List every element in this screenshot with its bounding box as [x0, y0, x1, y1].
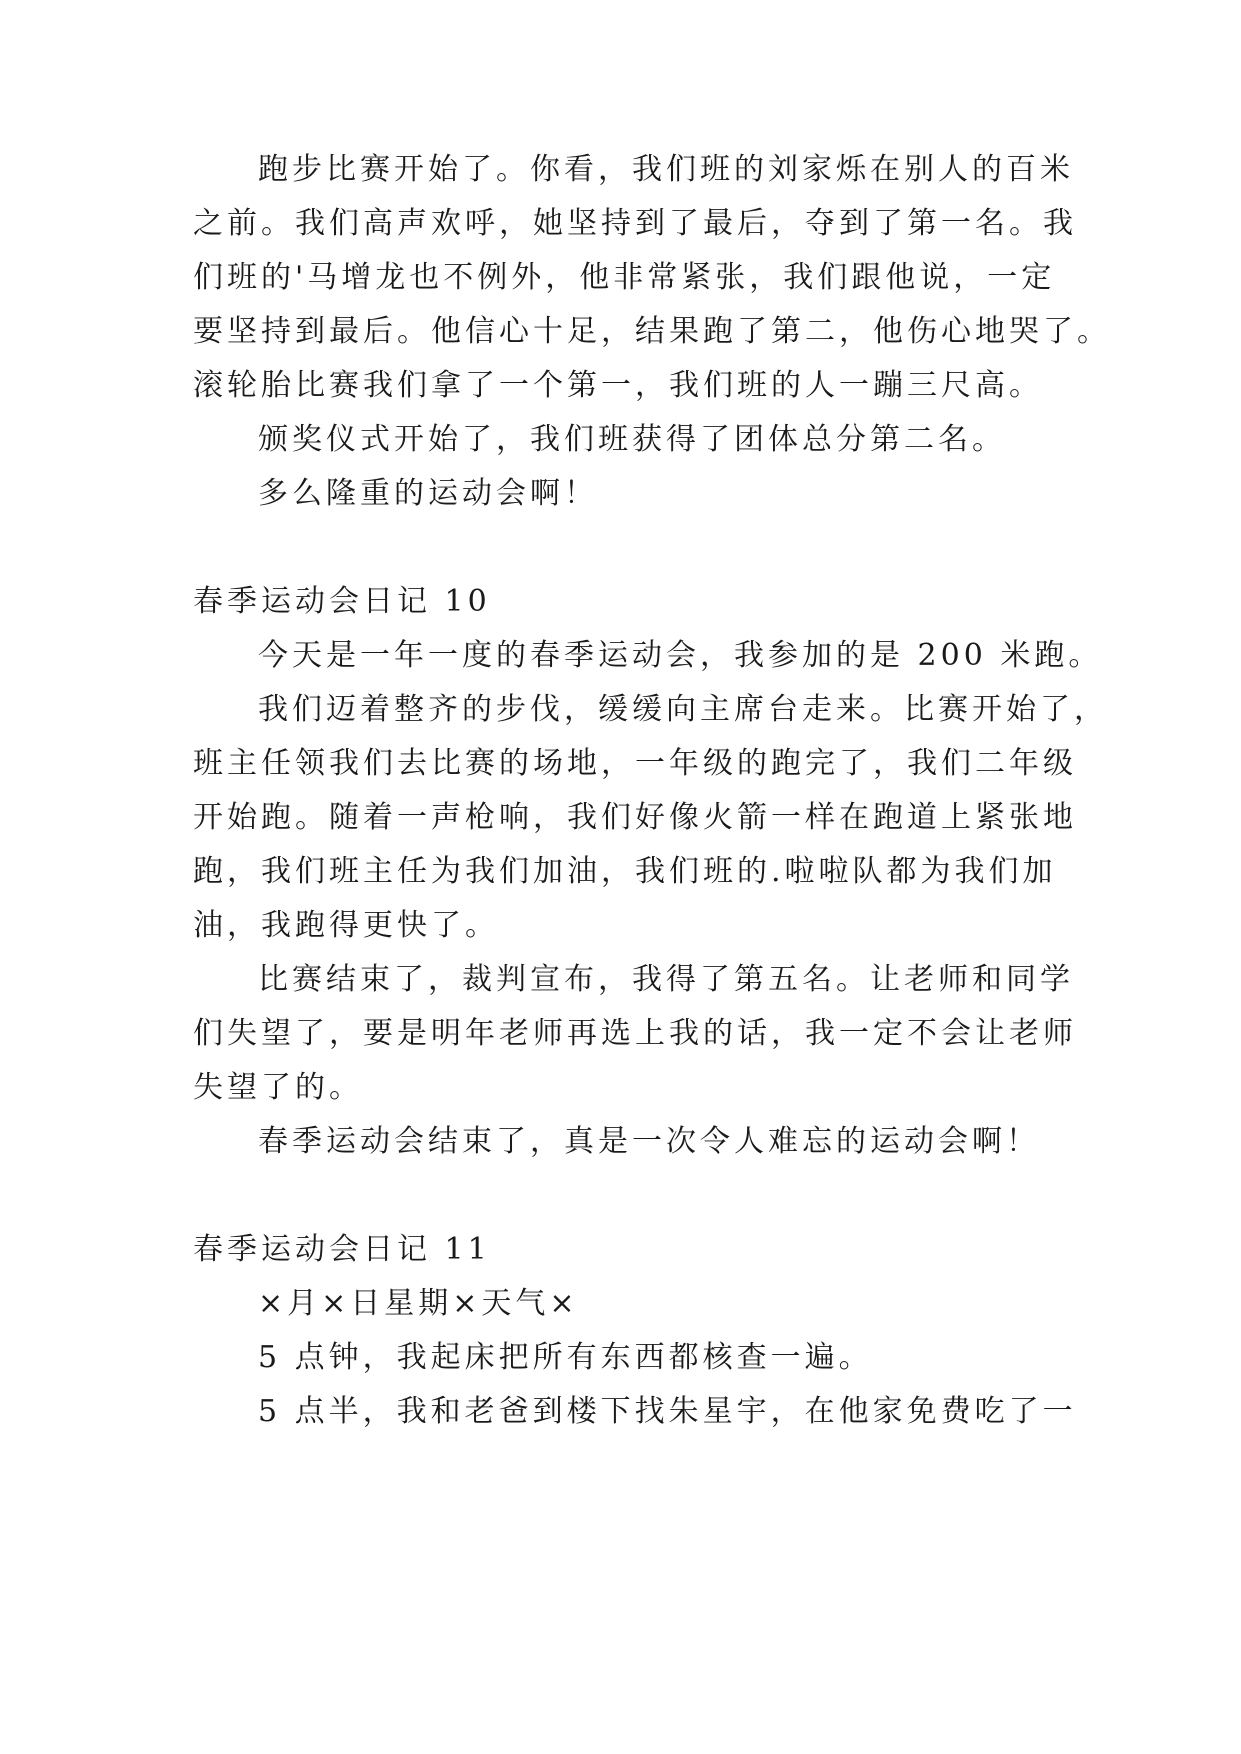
- paragraph-line: 5 点钟，我起床把所有东西都核查一遍。: [258, 1340, 873, 1375]
- paragraph-line: 比赛结束了，裁判宣布，我得了第五名。让老师和同学: [258, 962, 1074, 997]
- section-title: 春季运动会日记 10: [193, 584, 491, 619]
- paragraph-line: 们班的'马增龙也不例外，他非常紧张，我们跟他说，一定: [193, 260, 1056, 295]
- paragraph-line: 油，我跑得更快了。: [193, 908, 499, 943]
- paragraph-line: 跑，我们班主任为我们加油，我们班的.啦啦队都为我们加: [193, 854, 1057, 889]
- paragraph-line: 春季运动会结束了，真是一次令人难忘的运动会啊！: [258, 1124, 1040, 1159]
- paragraph-line: 们失望了，要是明年老师再选上我的话，我一定不会让老师: [193, 1016, 1077, 1051]
- paragraph-line: 开始跑。随着一声枪响，我们好像火箭一样在跑道上紧张地: [193, 800, 1077, 835]
- paragraph-line: 我们迈着整齐的步伐，缓缓向主席台走来。比赛开始了，: [258, 692, 1108, 727]
- paragraph-line: 之前。我们高声欢呼，她坚持到了最后，夺到了第一名。我: [193, 206, 1077, 241]
- paragraph-line: 失望了的。: [193, 1070, 363, 1105]
- paragraph-line: 多么隆重的运动会啊！: [258, 476, 598, 511]
- date-line: ×月×日星期×天气×: [258, 1286, 579, 1321]
- paragraph-line: 班主任领我们去比赛的场地，一年级的跑完了，我们二年级: [193, 746, 1077, 781]
- paragraph-line: 跑步比赛开始了。你看，我们班的刘家烁在别人的百米: [258, 152, 1074, 187]
- paragraph-line: 今天是一年一度的春季运动会，我参加的是 200 米跑。: [258, 638, 1103, 673]
- paragraph-line: 要坚持到最后。他信心十足，结果跑了第二，他伤心地哭了。: [193, 314, 1111, 349]
- paragraph-line: 滚轮胎比赛我们拿了一个第一，我们班的人一蹦三尺高。: [193, 368, 1043, 403]
- paragraph-line: 颁奖仪式开始了，我们班获得了团体总分第二名。: [258, 422, 1006, 457]
- paragraph-line: 5 点半，我和老爸到楼下找朱星宇，在他家免费吃了一: [258, 1394, 1077, 1429]
- section-title: 春季运动会日记 11: [193, 1232, 491, 1267]
